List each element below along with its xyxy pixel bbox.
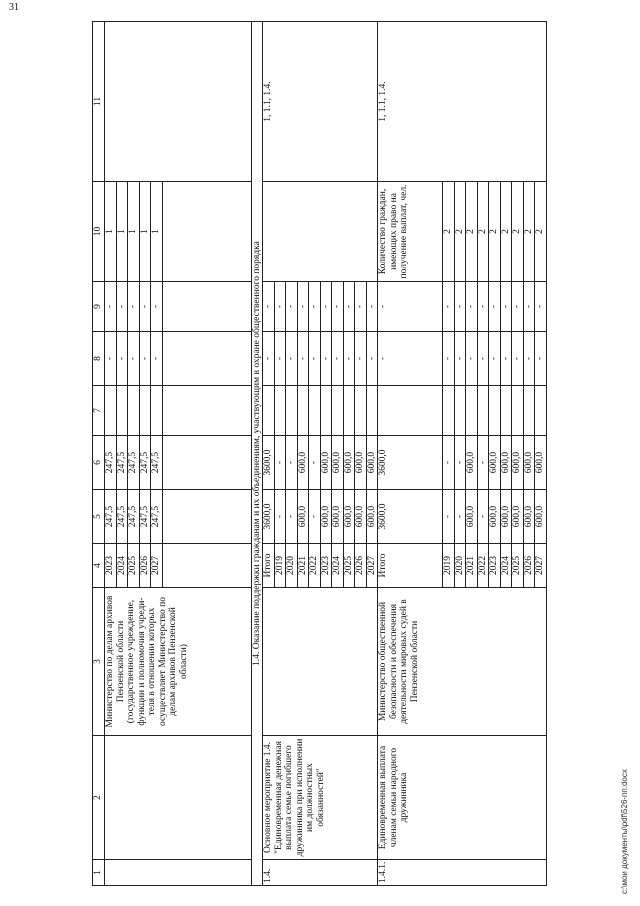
value-cell — [274, 386, 286, 436]
year-cell: 2019 — [274, 544, 286, 588]
year-cell: 2026 — [355, 544, 367, 588]
empty-cell — [162, 386, 251, 436]
value-cell: 600,0 — [320, 490, 332, 544]
indicator-value-cell: 2 — [535, 182, 547, 282]
year-cell: 2027 — [535, 544, 547, 588]
column-header: 5 — [93, 490, 105, 544]
column-header: 11 — [93, 22, 105, 182]
value-cell: - — [297, 282, 309, 332]
indicator-value-cell: 2 — [512, 182, 524, 282]
value-cell — [332, 386, 344, 436]
value-cell: 247,5 — [105, 436, 117, 490]
column-header: 1 — [93, 860, 105, 886]
value-cell — [489, 386, 501, 436]
value-cell: - — [523, 332, 535, 386]
value-cell: - — [454, 436, 466, 490]
indicator-value-cell: 1 — [128, 182, 140, 282]
value-cell: 600,0 — [500, 436, 512, 490]
value-cell: 600,0 — [535, 490, 547, 544]
year-cell: 2025 — [343, 544, 355, 588]
value-cell: - — [535, 282, 547, 332]
ref-cell — [105, 22, 252, 182]
value-cell: 600,0 — [489, 490, 501, 544]
value-cell: - — [443, 490, 455, 544]
value-cell — [309, 386, 321, 436]
indicator-value-cell: 2 — [500, 182, 512, 282]
value-cell: - — [477, 490, 489, 544]
value-cell: - — [116, 282, 128, 332]
value-cell: 600,0 — [366, 490, 378, 544]
code-cell: 1.4. — [263, 860, 378, 886]
value-cell: - — [443, 436, 455, 490]
indicator-value-cell: 2 — [489, 182, 501, 282]
value-cell: - — [332, 282, 344, 332]
year-cell: 2023 — [320, 544, 332, 588]
column-header: 9 — [93, 282, 105, 332]
year-cell: 2027 — [366, 544, 378, 588]
value-cell: - — [286, 436, 298, 490]
indicator-value-cell: 1 — [105, 182, 117, 282]
year-cell: 2026 — [523, 544, 535, 588]
executor-cell — [263, 588, 378, 736]
value-cell: - — [477, 332, 489, 386]
value-cell: 3600,0 — [378, 490, 443, 544]
table-row — [105, 22, 117, 886]
year-cell: 2025 — [512, 544, 524, 588]
section-row — [251, 22, 263, 886]
indicator-cell — [263, 182, 378, 282]
value-cell: - — [454, 332, 466, 386]
value-cell: - — [454, 282, 466, 332]
value-cell: 600,0 — [466, 436, 478, 490]
value-cell — [523, 386, 535, 436]
value-cell — [366, 386, 378, 436]
executor-cell: Министерство общественной безопасности и обеспечения деятельности мировых судей в Пензенской области — [378, 588, 547, 736]
name-cell: Основное мероприятие 1.4. "Единовременная денежная выплата семье погибшего дружинника при исполнении им должностных обязанностей" — [263, 736, 378, 860]
value-cell: - — [105, 282, 117, 332]
empty-cell — [162, 332, 251, 386]
value-cell: - — [320, 332, 332, 386]
value-cell: 600,0 — [297, 436, 309, 490]
value-cell: - — [274, 332, 286, 386]
year-cell: 2019 — [443, 544, 455, 588]
value-cell: 600,0 — [512, 436, 524, 490]
value-cell: - — [466, 332, 478, 386]
value-cell — [116, 386, 128, 436]
value-cell: - — [286, 490, 298, 544]
value-cell: 600,0 — [332, 490, 344, 544]
value-cell: - — [128, 282, 140, 332]
value-cell: - — [355, 332, 367, 386]
value-cell: - — [454, 490, 466, 544]
value-cell: 600,0 — [489, 436, 501, 490]
column-header: 10 — [93, 182, 105, 282]
value-cell: - — [512, 332, 524, 386]
value-cell: 600,0 — [523, 436, 535, 490]
value-cell: - — [286, 332, 298, 386]
value-cell: - — [443, 332, 455, 386]
year-cell: 2021 — [297, 544, 309, 588]
value-cell — [105, 386, 117, 436]
value-cell: - — [523, 282, 535, 332]
value-cell: 600,0 — [366, 436, 378, 490]
value-cell: - — [151, 332, 163, 386]
value-cell: - — [309, 332, 321, 386]
value-cell: - — [535, 332, 547, 386]
column-header: 7 — [93, 386, 105, 436]
value-cell: - — [477, 436, 489, 490]
table-row — [263, 22, 275, 886]
indicator-value-cell: 2 — [443, 182, 455, 282]
year-cell: 2024 — [332, 544, 344, 588]
program-table — [92, 21, 547, 886]
column-header: 8 — [93, 332, 105, 386]
value-cell: - — [297, 332, 309, 386]
value-cell: - — [378, 282, 443, 332]
value-cell: - — [139, 282, 151, 332]
value-cell: - — [320, 282, 332, 332]
year-cell: 2024 — [500, 544, 512, 588]
ref-cell: 1, 1.1, 1.4. — [263, 22, 378, 182]
value-cell — [320, 386, 332, 436]
column-header: 4 — [93, 544, 105, 588]
empty-cell — [162, 544, 251, 588]
value-cell: - — [105, 332, 117, 386]
value-cell: 600,0 — [320, 436, 332, 490]
value-cell — [466, 386, 478, 436]
value-cell — [443, 386, 455, 436]
indicator-value-cell: 2 — [523, 182, 535, 282]
value-cell — [355, 386, 367, 436]
year-cell: 2020 — [454, 544, 466, 588]
value-cell: 600,0 — [355, 490, 367, 544]
value-cell: - — [500, 282, 512, 332]
year-cell: 2021 — [466, 544, 478, 588]
ref-cell: 1, 1.1, 1.4. — [378, 22, 547, 182]
empty-cell — [162, 182, 251, 282]
column-header: 3 — [93, 588, 105, 736]
value-cell: - — [366, 332, 378, 386]
year-cell: 2022 — [309, 544, 321, 588]
column-header: 6 — [93, 436, 105, 490]
value-cell: - — [477, 282, 489, 332]
year-cell: 2025 — [128, 544, 140, 588]
value-cell: 247,5 — [128, 490, 140, 544]
indicator-value-cell: 1 — [151, 182, 163, 282]
value-cell: - — [332, 332, 344, 386]
name-cell — [105, 736, 252, 860]
year-cell: 2026 — [139, 544, 151, 588]
footer-path: c:\мои документы\pdf\526-пп.docx — [620, 769, 629, 894]
value-cell: - — [116, 332, 128, 386]
value-cell: - — [274, 436, 286, 490]
value-cell: 3600,0 — [263, 436, 275, 490]
value-cell — [139, 386, 151, 436]
value-cell: 247,5 — [116, 436, 128, 490]
value-cell — [151, 386, 163, 436]
value-cell — [263, 386, 275, 436]
value-cell: 3600,0 — [263, 490, 275, 544]
year-cell: 2023 — [489, 544, 501, 588]
indicator-value-cell: 1 — [116, 182, 128, 282]
value-cell: 600,0 — [332, 436, 344, 490]
empty-cell — [162, 490, 251, 544]
value-cell: - — [274, 282, 286, 332]
value-cell: - — [466, 282, 478, 332]
value-cell: 600,0 — [500, 490, 512, 544]
code-cell — [105, 860, 252, 886]
value-cell: - — [263, 332, 275, 386]
value-cell — [286, 386, 298, 436]
name-cell: Единовременная выплата членам семьи народного дружинника — [378, 736, 547, 860]
year-cell: 2027 — [151, 544, 163, 588]
value-cell: - — [286, 282, 298, 332]
value-cell: 247,5 — [139, 490, 151, 544]
value-cell: 600,0 — [512, 490, 524, 544]
value-cell: - — [489, 332, 501, 386]
value-cell: - — [366, 282, 378, 332]
value-cell: 247,5 — [116, 490, 128, 544]
value-cell: 3600,0 — [378, 436, 443, 490]
empty-cell — [162, 282, 251, 332]
value-cell — [500, 386, 512, 436]
value-cell: - — [128, 332, 140, 386]
value-cell: 600,0 — [523, 490, 535, 544]
value-cell — [297, 386, 309, 436]
value-cell: 600,0 — [535, 436, 547, 490]
value-cell: - — [343, 332, 355, 386]
value-cell: - — [500, 332, 512, 386]
value-cell: 600,0 — [343, 490, 355, 544]
value-cell: - — [355, 282, 367, 332]
value-cell: - — [151, 282, 163, 332]
year-cell: 2024 — [116, 544, 128, 588]
value-cell: 600,0 — [343, 436, 355, 490]
value-cell: - — [443, 282, 455, 332]
value-cell: 600,0 — [466, 490, 478, 544]
value-cell — [343, 386, 355, 436]
value-cell: 247,5 — [151, 436, 163, 490]
value-cell: - — [378, 332, 443, 386]
value-cell: - — [309, 490, 321, 544]
indicator-value-cell: 2 — [466, 182, 478, 282]
value-cell: 247,5 — [139, 436, 151, 490]
value-cell: - — [512, 282, 524, 332]
table-row — [378, 22, 443, 886]
year-cell: 2022 — [477, 544, 489, 588]
value-cell — [477, 386, 489, 436]
value-cell — [378, 386, 443, 436]
year-cell: 2023 — [105, 544, 117, 588]
year-cell: 2020 — [286, 544, 298, 588]
year-cell: Итого — [263, 544, 275, 588]
value-cell: - — [309, 436, 321, 490]
page-number: 31 — [9, 2, 19, 13]
indicator-value-cell: 2 — [454, 182, 466, 282]
value-cell: 247,5 — [151, 490, 163, 544]
value-cell — [535, 386, 547, 436]
year-cell: Итого — [378, 544, 443, 588]
header-row — [93, 22, 105, 886]
empty-cell — [162, 436, 251, 490]
value-cell: - — [309, 282, 321, 332]
value-cell — [512, 386, 524, 436]
column-header: 2 — [93, 736, 105, 860]
indicator-value-cell: 1 — [139, 182, 151, 282]
value-cell — [128, 386, 140, 436]
executor-cell: Министерство по делам архивов Пензенской области (государственное учреждение, функции и полномочия учреди-теля в отношении которых осуществляет Министерство по делам архивов Пензенской области) — [105, 588, 252, 736]
indicator-value-cell: 2 — [477, 182, 489, 282]
value-cell: 600,0 — [297, 490, 309, 544]
value-cell: - — [263, 282, 275, 332]
section-title: 1.4. Оказание поддержки гражданам и их объединениям, участвующим в охране общественного порядка — [251, 22, 263, 886]
value-cell: 600,0 — [355, 436, 367, 490]
indicator-cell: Количество граждан, имеющих право на получение выплат, чел. — [378, 182, 443, 282]
value-cell — [454, 386, 466, 436]
code-cell: 1.4.1. — [378, 860, 547, 886]
value-cell: - — [274, 490, 286, 544]
value-cell: - — [489, 282, 501, 332]
value-cell: - — [139, 332, 151, 386]
value-cell: 247,5 — [128, 436, 140, 490]
value-cell: 247,5 — [105, 490, 117, 544]
value-cell: - — [343, 282, 355, 332]
